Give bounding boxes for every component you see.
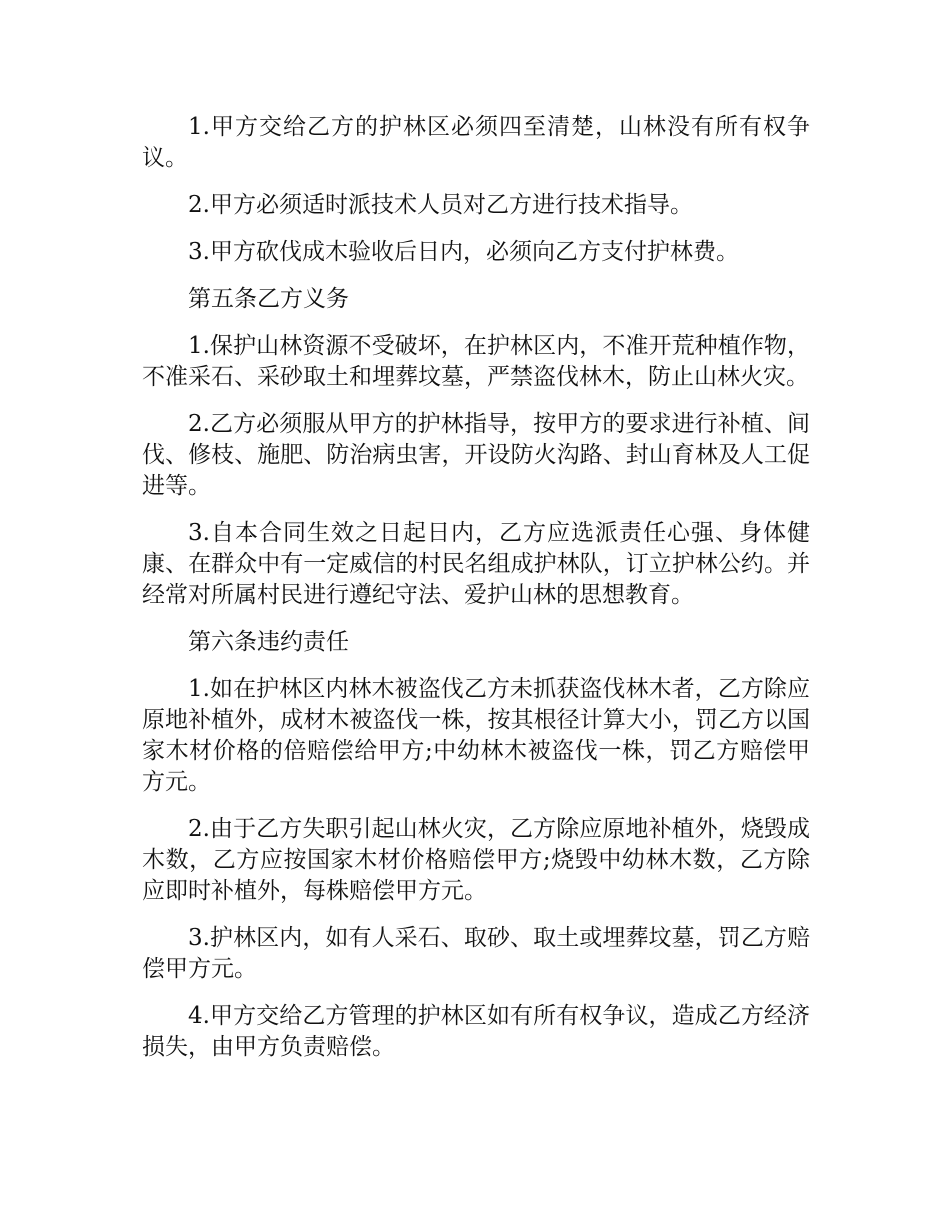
clause-5-item-1: 1.保护山林资源不受破坏，在护林区内，不准开荒种植作物，不准采石、采砂取土和埋葬坟墓，严禁盗伐林木，防止山林火灾。 xyxy=(142,333,810,390)
clause-6-item-4: 4.甲方交给乙方管理的护林区如有所有权争议，造成乙方经济损失，由甲方负责赔偿。 xyxy=(142,1003,810,1060)
clause-4-item-1: 1.甲方交给乙方的护林区必须四至清楚，山林没有所有权争议。 xyxy=(142,114,810,171)
clause-6-item-1: 1.如在护林区内林木被盗伐乙方未抓获盗伐林木者，乙方除应原地补植外，成材木被盗伐一株，按其根径计算大小，罚乙方以国家木材价格的倍赔偿给甲方;中幼林木被盗伐一株，罚乙方赔偿甲方元。 xyxy=(142,676,810,795)
clause-5-heading: 第五条乙方义务 xyxy=(188,286,349,312)
clause-6-item-3: 3.护林区内，如有人采石、取砂、取土或埋葬坟墓，罚乙方赔偿甲方元。 xyxy=(142,925,810,982)
clause-5-item-2: 2.乙方必须服从甲方的护林指导，按甲方的要求进行补植、间伐、修枝、施肥、防治病虫害，开设防火沟路、封山育林及人工促进等。 xyxy=(142,411,810,499)
clause-5-item-3: 3.自本合同生效之日起日内，乙方应选派责任心强、身体健康、在群众中有一定威信的村民名组成护林队，订立护林公约。并经常对所属村民进行遵纪守法、爱护山林的思想教育。 xyxy=(142,520,810,608)
clause-4-item-2: 2.甲方必须适时派技术人员对乙方进行技术指导。 xyxy=(188,192,693,218)
clause-4-item-3: 3.甲方砍伐成木验收后日内，必须向乙方支付护林费。 xyxy=(188,239,739,265)
document-page xyxy=(142,112,810,1079)
clause-6-heading: 第六条违约责任 xyxy=(188,629,349,655)
clause-6-item-2: 2.由于乙方失职引起山林火灾，乙方除应原地补植外，烧毁成木数，乙方应按国家木材价格赔偿甲方;烧毁中幼林木数，乙方除应即时补植外，每株赔偿甲方元。 xyxy=(142,816,810,904)
